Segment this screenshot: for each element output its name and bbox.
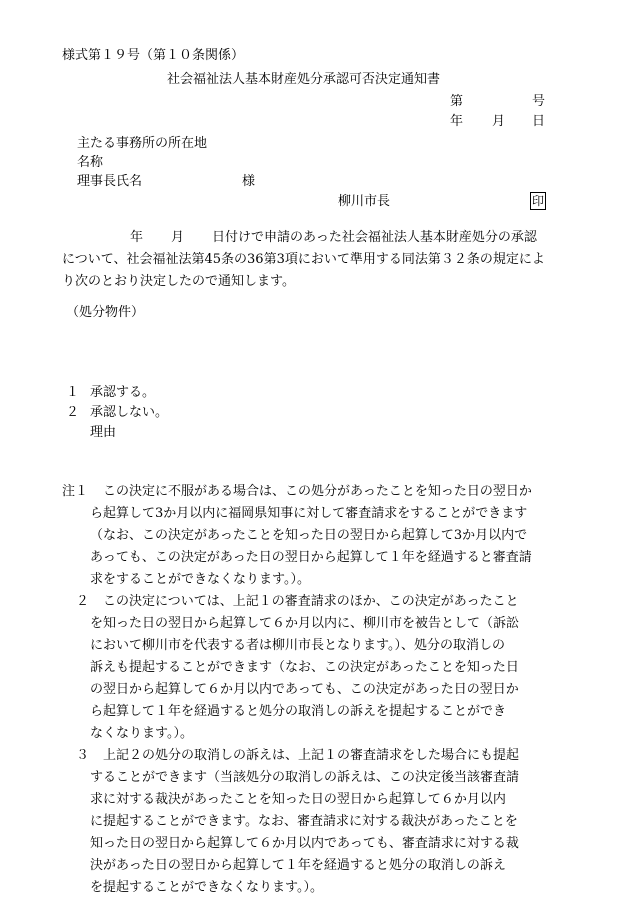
note-3-line: 決があった日の翌日から起算して１年を経過すると処分の取消しの訴え xyxy=(90,858,506,873)
director-label: 理事長氏名 xyxy=(77,174,143,189)
note-3-label: ３ xyxy=(76,748,90,763)
note-3-line: 知った日の翌日から起算して６か月以内であっても、審査請求に対する裁 xyxy=(90,836,519,851)
note-2-line: この決定については、上記１の審査請求のほか、この決定があったこと xyxy=(103,594,519,609)
note-1-line: 求をすることができなくなります。）。 xyxy=(90,572,310,587)
note-3-line: 求に対する裁決があったことを知った日の翌日から起算して６か月以内 xyxy=(90,792,506,807)
note-1-line: あっても、この決定があった日の翌日から起算して１年を経過すると審査請 xyxy=(90,550,532,565)
body-line-1 xyxy=(62,227,622,249)
doc-number-suffix: 号 xyxy=(532,94,546,109)
note-3-line: 上記２の処分の取消しの訴えは、上記１の審査請求をした場合にも提起 xyxy=(103,748,520,763)
note-2 xyxy=(90,591,625,745)
decision-item-1-text: 承認する。 xyxy=(90,385,156,400)
note-3-line: を提起することができなくなります。）。 xyxy=(90,880,323,895)
property-heading: （処分物件） xyxy=(66,305,145,320)
note-2-line: ら起算して１年を経過すると処分の取消しの訴えを提起することができ xyxy=(90,704,507,719)
note-1-line: ら起算して3か月以内に福岡県知事に対して審査請求をすることができます xyxy=(90,506,528,521)
sender-name: 柳川市長 xyxy=(338,194,391,209)
date-day: 日 xyxy=(532,114,546,129)
seal-mark: 印 xyxy=(531,194,544,208)
seal-box xyxy=(530,191,546,213)
date-year: 年 xyxy=(450,114,464,129)
note-2-line: 訴えも提起することができます（なお、この決定があったことを知った日 xyxy=(90,660,519,675)
honorific: 様 xyxy=(242,174,256,189)
note-2-line: の翌日から起算して６か月以内であっても、この決定があった日の翌日か xyxy=(90,682,519,697)
decision-item-1-number: １ xyxy=(66,385,80,400)
document-title: 社会福祉法人基本財産処分承認可否決定通知書 xyxy=(167,72,441,87)
note-2-line: を知った日の翌日から起算して６か月以内に、柳川市を被告として（訴訟 xyxy=(90,616,520,631)
note-2-line: なくなります。）。 xyxy=(90,726,193,741)
decision-item-2-text: 承認しない。 xyxy=(90,405,169,420)
body-year: 年 xyxy=(130,230,144,245)
form-number: 様式第１９号（第１０条関係） xyxy=(62,48,245,63)
note-3-line: することができます（当該処分の取消しの訴えは、この決定後当該審査請 xyxy=(90,770,520,785)
name-label: 名称 xyxy=(77,155,104,170)
note-3-line: に提起することができます。なお、審査請求に対する裁決があったことを xyxy=(90,814,518,829)
note-1 xyxy=(90,481,625,591)
decision-item-2-number: ２ xyxy=(66,405,80,420)
note-1-label: 注１ xyxy=(62,484,89,499)
body-month: 月 xyxy=(171,230,185,245)
doc-number-prefix: 第 xyxy=(450,94,464,109)
note-1-line: この決定に不服がある場合は、この処分があったことを知った日の翌日か xyxy=(103,484,532,499)
body-day-rest: 日付けで申請のあった社会福祉法人基本財産処分の承認 xyxy=(212,230,537,245)
address-label: 主たる事務所の所在地 xyxy=(77,136,208,151)
reason-label: 理由 xyxy=(90,425,117,440)
body-line-2: について、社会福祉法第45条の36第3項において準用する同法第３２条の規定によ xyxy=(62,252,545,267)
note-3 xyxy=(90,745,625,899)
note-2-line: において柳川市を代表する者は柳川市長となります。）、処分の取消しの xyxy=(90,638,505,653)
note-2-label: ２ xyxy=(76,594,90,609)
date-month: 月 xyxy=(492,114,506,129)
body-line-3: り次のとおり決定したので通知します。 xyxy=(62,274,295,289)
note-1-line: （なお、この決定があったことを知った日の翌日から起算して3か月以内で xyxy=(90,528,528,543)
body-paragraph xyxy=(62,227,622,293)
